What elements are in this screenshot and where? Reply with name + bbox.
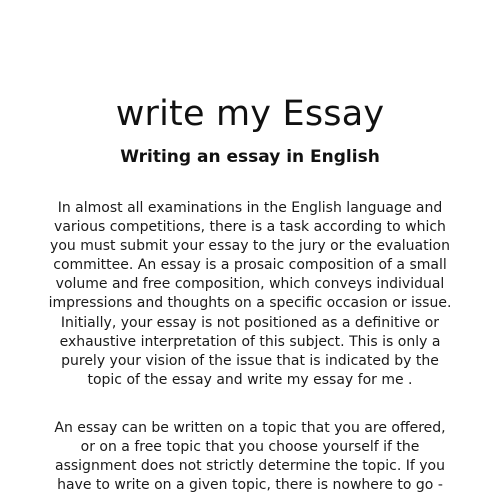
paragraph-line: you must submit your essay to the jury or the evaluation <box>50 238 450 255</box>
paragraph-line: committee. An essay is a prosaic composition of a small <box>53 257 447 274</box>
page-subtitle: Writing an essay in English <box>120 147 380 167</box>
paragraph-line: Initially, your essay is not positioned as a definitive or <box>60 314 440 331</box>
paragraph-line: exhaustive interpretation of this subject. This is only a <box>59 333 441 350</box>
paragraph-line: volume and free composition, which conveys individual <box>55 276 445 293</box>
paragraph-line: impressions and thoughts on a specific occasion or issue. <box>48 295 452 312</box>
paragraph-line: have to write on a given topic, there is nowhere to go - <box>57 477 443 494</box>
paragraph-line: or on a free topic that you choose yourself if the <box>80 439 420 456</box>
paragraph-line: In almost all examinations in the English language and <box>57 200 443 216</box>
paragraph-line: purely your vision of the issue that is indicated by the <box>61 352 439 369</box>
paragraph-intro <box>42 199 458 390</box>
paragraph-line: topic of the essay and write my essay for me . <box>87 371 413 388</box>
paragraph-topic <box>42 419 458 495</box>
paragraph-line: assignment does not strictly determine the topic. If you <box>55 458 445 475</box>
paragraph-line: various competitions, there is a task according to which <box>54 219 446 236</box>
paragraph-line: An essay can be written on a topic that you are offered, <box>54 420 446 436</box>
page-title: write my Essay <box>115 94 385 134</box>
